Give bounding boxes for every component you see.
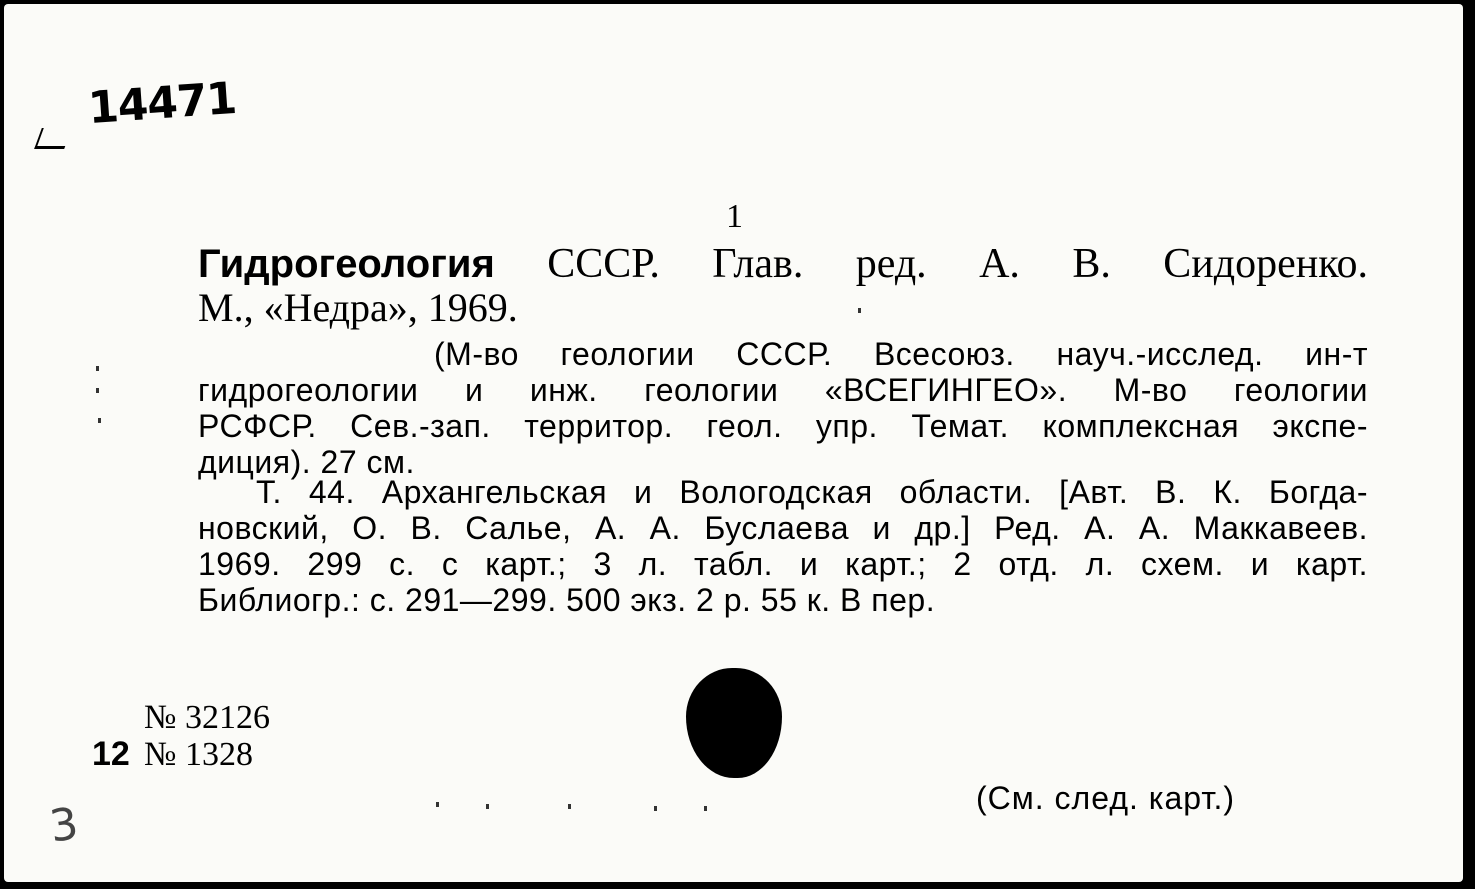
punch-hole: [686, 668, 782, 778]
scan-speck: [98, 418, 101, 423]
accession-number-handwritten: 14471: [86, 72, 238, 135]
scan-speck: [486, 804, 489, 809]
catalog-number-row: [92, 700, 270, 736]
continuation-note: (См. след. карт.): [976, 780, 1236, 816]
margin-pencil-mark: 3: [46, 798, 82, 853]
volume-description: [198, 474, 1368, 618]
series-note: [198, 336, 1368, 480]
scan-edge: [0, 0, 1475, 3]
catalog-number-row: [92, 736, 270, 773]
catalog-number: № 1328: [144, 736, 253, 773]
series-line: РСФСР. Сев.-зап. территор. геол. упр. Темат. комплексная экспе-: [198, 408, 1368, 444]
scan-speck: [704, 806, 707, 811]
series-line: (М-во геологии СССР. Всесоюз. науч.-исслед. ин-т: [434, 336, 1368, 372]
volume-line: Т. 44. Архангельская и Вологодская области. [Авт. В. К. Богда-: [256, 474, 1368, 510]
volume-line: Библиогр.: с. 291—299. 500 экз. 2 р. 55 к. В пер.: [198, 582, 936, 618]
scan-speck: [654, 806, 657, 811]
volume-line: 1969. 299 с. с карт.; 3 л. табл. и карт.; 2 отд. л. схем. и карт.: [198, 546, 1368, 582]
bibliographic-heading: [198, 240, 1368, 288]
heading-rest: СССР. Глав. ред. А. В. Сидоренко.: [547, 241, 1369, 287]
book-title: Гидрогеология: [198, 242, 495, 286]
volume-line: новский, О. В. Салье, А. А. Буслаева и др.] Ред. А. А. Маккавеев.: [198, 510, 1368, 546]
series-line: гидрогеологии и инж. геологии «ВСЕГИНГЕО». М-во геологии: [198, 372, 1368, 408]
scan-speck: [858, 308, 861, 313]
catalog-numbers: [92, 700, 270, 773]
series-line: диция). 27 см.: [198, 444, 415, 480]
catalog-number: № 32126: [144, 699, 270, 736]
scan-speck: [436, 802, 439, 807]
scan-speck: [96, 388, 99, 393]
scan-speck: [568, 804, 571, 809]
catalog-number-prefix: 12: [92, 735, 130, 773]
publication-imprint: М., «Недра», 1969.: [198, 285, 518, 330]
scan-speck: [96, 366, 99, 371]
card-sequence-number: 1: [726, 198, 743, 235]
